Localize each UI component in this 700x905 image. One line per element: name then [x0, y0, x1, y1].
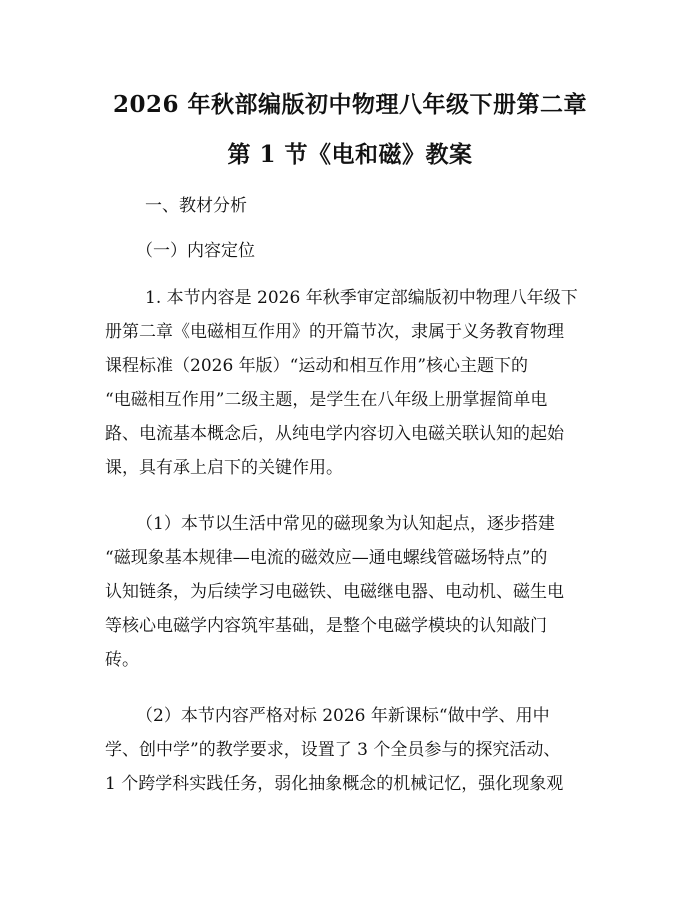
document-title-line-1: 2026 年秋部编版初中物理八年级下册第二章	[112, 91, 588, 118]
paragraph-1-line: 路、电流基本概念后，从纯电学内容切入电磁关联认知的起始	[105, 424, 564, 444]
document-title-line-2: 第 1 节《电和磁》教案	[227, 141, 473, 168]
paragraph-3-line: 1 个跨学科实践任务，弱化抽象概念的机械记忆，强化现象观	[105, 774, 564, 794]
paragraph-2-line: 砖。	[105, 650, 139, 670]
paragraph-1-line: 课，具有承上启下的关键作用。	[105, 458, 343, 478]
section-heading: 一、教材分析	[145, 196, 247, 216]
paragraph-3-line: 学、创中学”的教学要求，设置了 3 个全员参与的探究活动、	[105, 740, 561, 760]
paragraph-2-line: （1）本节以生活中常见的磁现象为认知起点，逐步搭建	[136, 514, 555, 534]
paragraph-3-line: （2）本节内容严格对标 2026 年新课标“做中学、用中	[136, 706, 550, 726]
paragraph-1-line: “电磁相互作用”二级主题，是学生在八年级上册掌握简单电	[105, 390, 548, 410]
paragraph-1-line: 1. 本节内容是 2026 年秋季审定部编版初中物理八年级下	[145, 288, 578, 308]
paragraph-1-line: 册第二章《电磁相互作用》的开篇节次，隶属于义务教育物理	[105, 322, 564, 342]
subsection-heading: （一）内容定位	[136, 241, 255, 261]
paragraph-2-line: “磁现象基本规律—电流的磁效应—通电螺线管磁场特点”的	[105, 548, 548, 568]
paragraph-2-line: 等核心电磁学内容筑牢基础，是整个电磁学模块的认知敲门	[105, 616, 547, 636]
paragraph-1-line: 课程标准（2026 年版）“运动和相互作用”核心主题下的	[105, 356, 529, 376]
paragraph-2-line: 认知链条，为后续学习电磁铁、电磁继电器、电动机、磁生电	[105, 582, 564, 602]
